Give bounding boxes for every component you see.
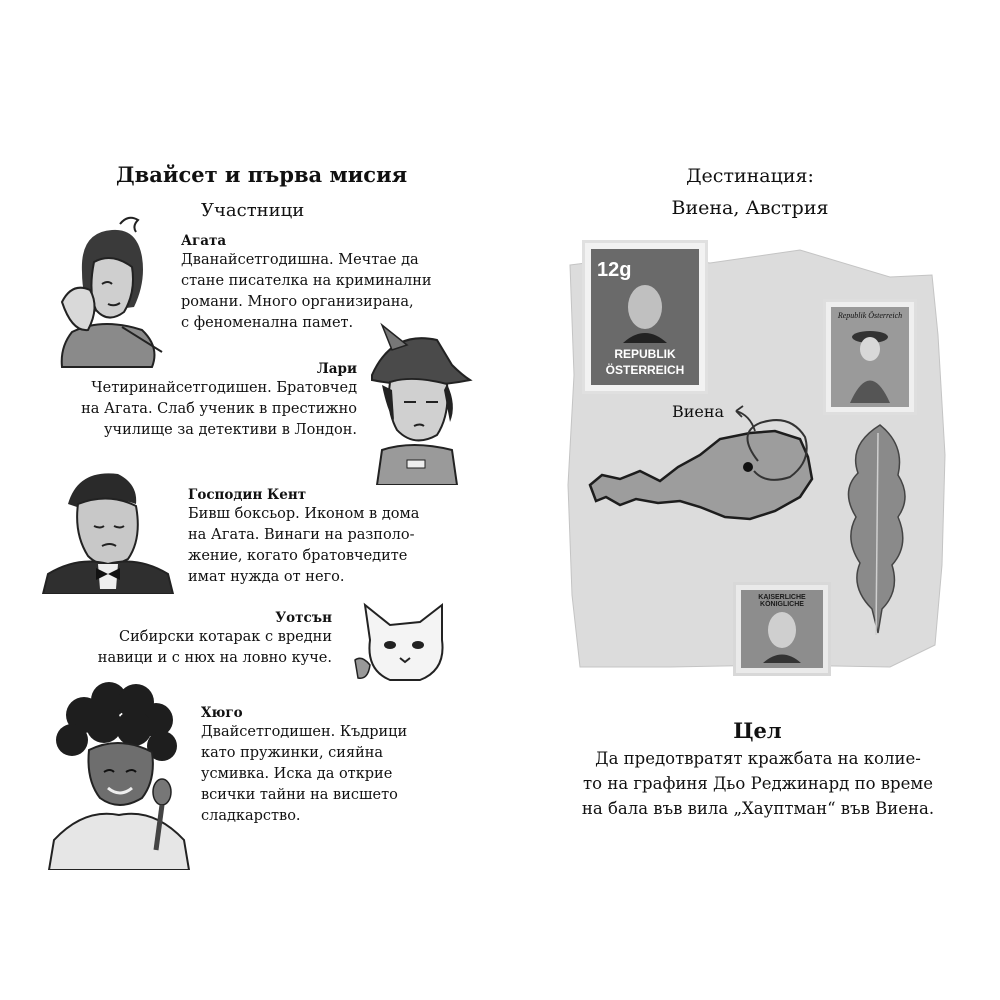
stamp-kaiser (736, 585, 828, 673)
watson-illustration (350, 600, 460, 685)
character-name: Уотсън (275, 610, 332, 626)
character-kent (188, 487, 488, 588)
stamp-country-line1: REPUBLIK (614, 347, 676, 361)
character-description: Дванайсетгодишна. Мечтае да стане писателка на криминални романи. Много организирана, с феноменална памет. (181, 252, 432, 331)
character-name: Господин Кент (188, 487, 307, 503)
character-watson (20, 610, 332, 669)
lari-illustration (352, 320, 477, 485)
character-hugo (201, 705, 481, 827)
stamp-costume (826, 302, 914, 412)
stamp-schubert (585, 243, 705, 391)
kent-illustration (38, 464, 178, 594)
goal-title: Цел (733, 718, 782, 743)
stamp-text: Republik Österreich (837, 311, 903, 320)
map-label-vienna: Виена (672, 402, 725, 421)
goal-text: Да предотвратят кражбата на колие- то на графиня Дьо Реджинард по време на бала във вила „Хауптман“ във Виена. (581, 749, 935, 818)
stamp-text: KAISERLICHE KÖNIGLICHE (758, 594, 806, 608)
character-name: Агата (181, 233, 227, 249)
participants-subtitle: Участници (201, 200, 305, 221)
character-description: Бивш боксьор. Иконом в дома на Агата. Винаги на разполо- жение, когато братовчедите имат нужда от него. (188, 506, 420, 585)
mission-title: Двайсет и първа мисия (116, 162, 408, 187)
character-lari (20, 361, 357, 441)
character-agata (181, 233, 481, 334)
character-description: Сибирски котарак с вредни навици и с нюх на ловно куче. (97, 629, 332, 666)
character-name: Хюго (201, 705, 243, 721)
character-description: Двайсетгодишен. Къдрици като пружинки, сияйна усмивка. Иска да открие всички тайни на висшето сладкарство. (201, 724, 408, 824)
agata-illustration (42, 212, 172, 372)
stamp-country-line2: ÖSTERREICH (605, 363, 685, 377)
destination-block (640, 160, 860, 224)
destination-label: Дестинация: (686, 165, 814, 187)
character-name: Лари (316, 361, 357, 377)
character-description: Четиринайсетгодишен. Братовчед на Агата. Слаб ученик в престижно училище за детективи в Лондон. (81, 380, 357, 438)
destination-value: Виена, Австрия (671, 197, 829, 219)
stamp-denomination: 12g (597, 259, 632, 281)
hugo-illustration (44, 680, 194, 870)
